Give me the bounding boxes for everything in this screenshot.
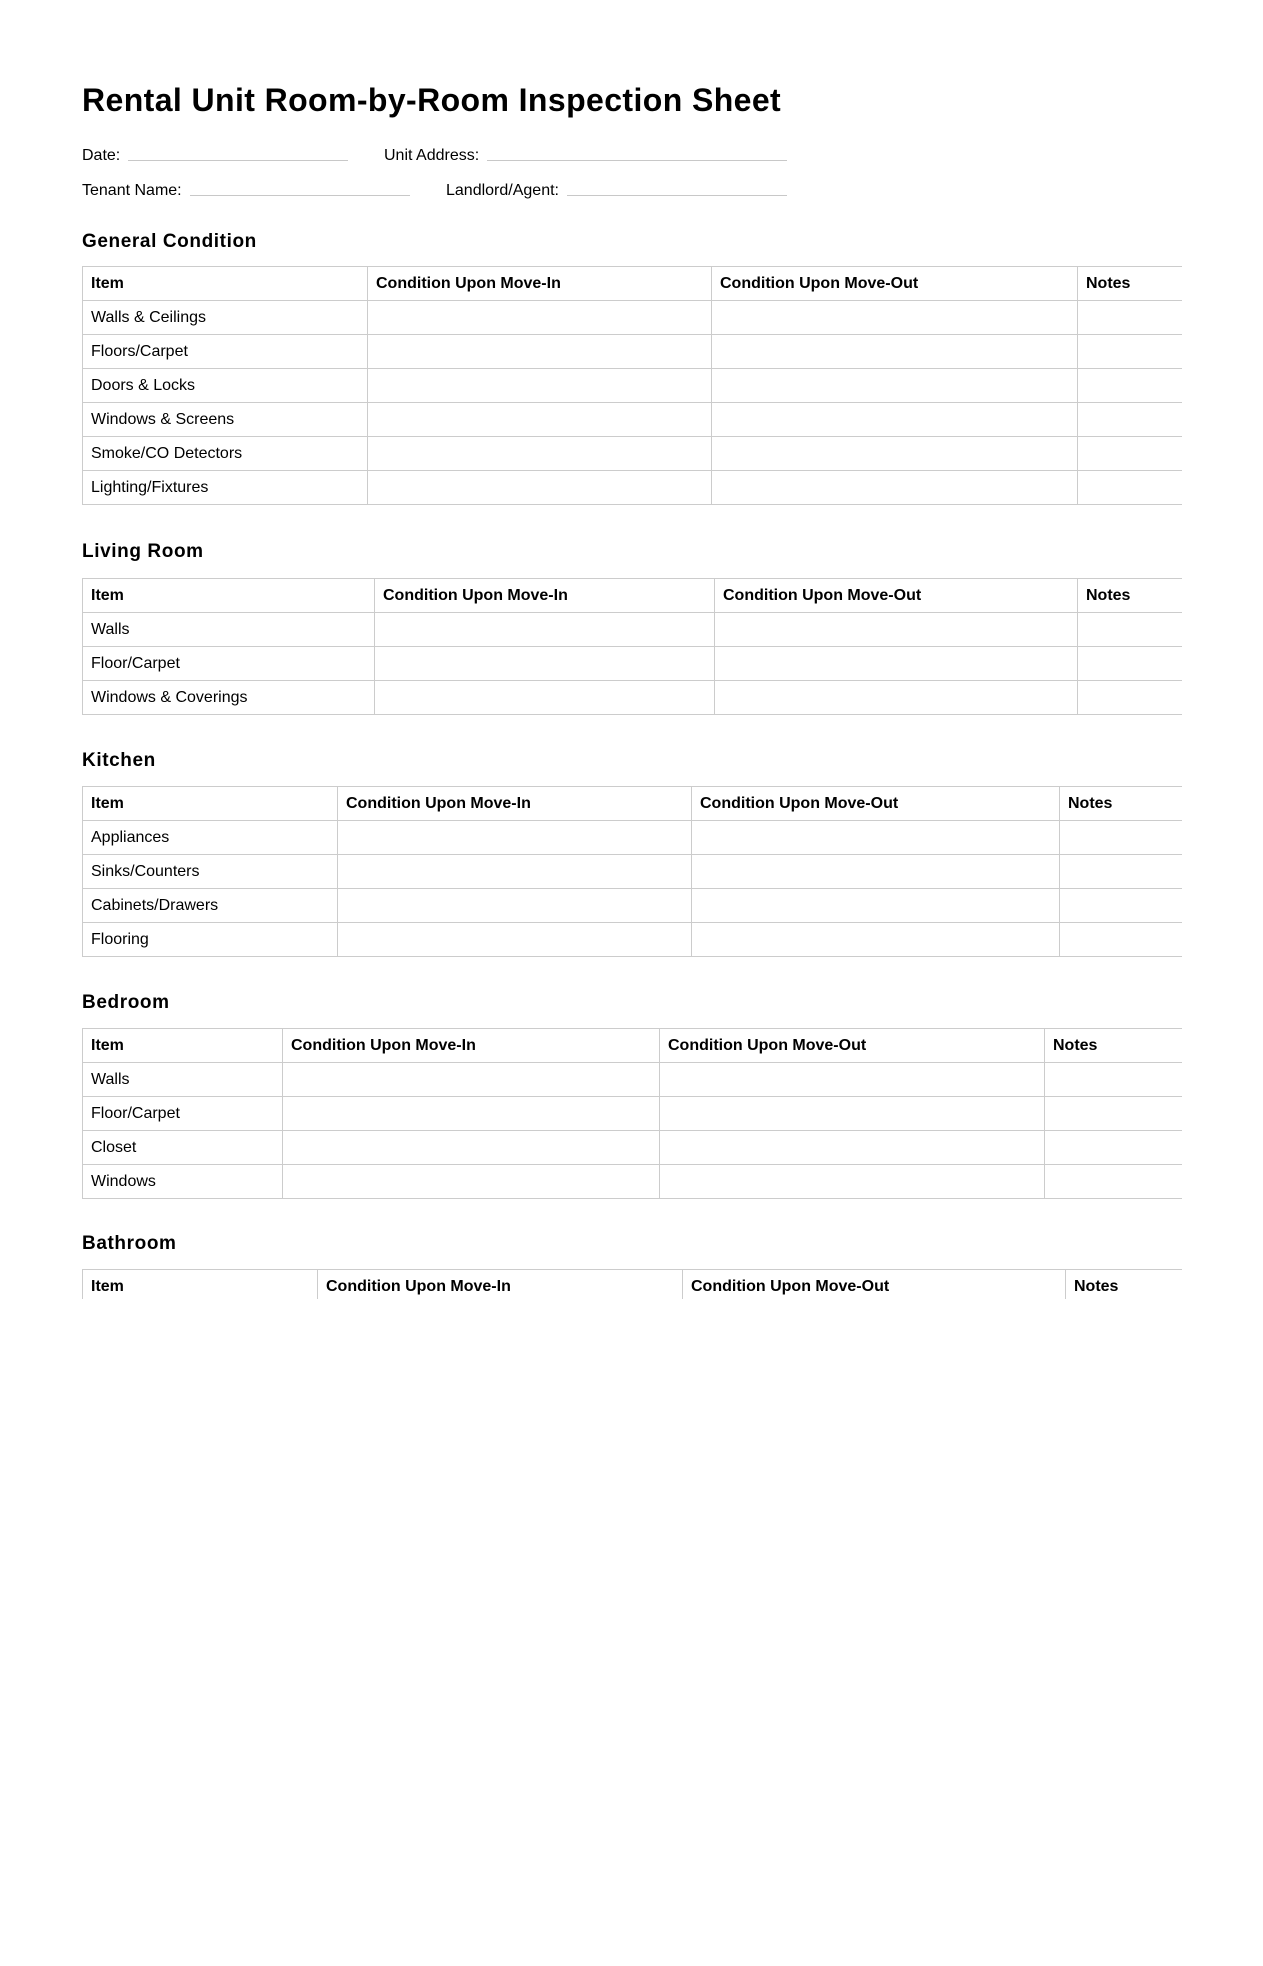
move-out-cell[interactable] [660,1165,1045,1199]
table-row [83,301,1183,335]
notes-cell[interactable] [1078,335,1183,369]
item-cell: Doors & Locks [83,369,368,403]
move-in-cell[interactable] [375,613,715,647]
move-in-cell[interactable] [368,301,712,335]
notes-cell[interactable] [1078,681,1183,715]
move-out-cell[interactable] [692,855,1060,889]
landlord-agent-field [446,180,787,200]
move-in-cell[interactable] [368,471,712,505]
notes-cell[interactable] [1078,301,1183,335]
move-out-cell[interactable] [692,889,1060,923]
unit-address-field [384,145,787,165]
move-out-cell[interactable] [712,301,1078,335]
header-item: Item [83,1270,318,1300]
section-heading-general-condition: General Condition [82,231,257,252]
item-cell: Smoke/CO Detectors [83,437,368,471]
header-notes: Notes [1078,267,1183,301]
unit-address-label: Unit Address: [384,147,480,164]
table-header-row [83,579,1183,613]
header-move-in: Condition Upon Move-In [375,579,715,613]
table-row [83,855,1183,889]
item-cell: Windows & Screens [83,403,368,437]
move-in-cell[interactable] [368,335,712,369]
date-label: Date: [82,147,121,164]
move-out-cell[interactable] [712,437,1078,471]
notes-cell[interactable] [1078,613,1183,647]
table-row [83,471,1183,505]
header-move-out: Condition Upon Move-Out [692,787,1060,821]
table-header-row [83,787,1183,821]
table-row [83,437,1183,471]
table-header-row [83,1029,1183,1063]
item-cell: Walls [83,1063,283,1097]
table-row [83,1063,1183,1097]
move-in-cell[interactable] [283,1165,660,1199]
table-row [83,335,1183,369]
tenant-name-label: Tenant Name: [82,182,182,199]
section-heading-living-room: Living Room [82,541,204,562]
table-row [83,403,1183,437]
header-item: Item [83,787,338,821]
table-row [83,681,1183,715]
tenant-name-field [82,180,410,200]
notes-cell[interactable] [1060,821,1183,855]
landlord-agent-input-line[interactable] [567,194,787,196]
section-heading-kitchen: Kitchen [82,750,156,771]
move-in-cell[interactable] [338,821,692,855]
table-row [83,889,1183,923]
date-input-line[interactable] [128,159,348,161]
header-move-in: Condition Upon Move-In [318,1270,683,1300]
header-item: Item [83,267,368,301]
section-heading-bedroom: Bedroom [82,992,170,1013]
move-in-cell[interactable] [283,1131,660,1165]
move-in-cell[interactable] [368,369,712,403]
move-in-cell[interactable] [375,647,715,681]
move-in-cell[interactable] [338,889,692,923]
header-move-out: Condition Upon Move-Out [660,1029,1045,1063]
move-in-cell[interactable] [368,403,712,437]
kitchen-table [82,786,1182,957]
table-row [83,647,1183,681]
item-cell: Floors/Carpet [83,335,368,369]
move-out-cell[interactable] [712,335,1078,369]
move-in-cell[interactable] [283,1063,660,1097]
table-row [83,369,1183,403]
notes-cell[interactable] [1045,1131,1183,1165]
notes-cell[interactable] [1078,471,1183,505]
header-notes: Notes [1078,579,1183,613]
living-room-table [82,578,1182,715]
item-cell: Walls [83,613,375,647]
bedroom-table [82,1028,1182,1199]
table-header-row [83,267,1183,301]
notes-cell[interactable] [1078,369,1183,403]
general-condition-table [82,266,1182,505]
move-out-cell[interactable] [715,613,1078,647]
notes-cell[interactable] [1060,889,1183,923]
header-notes: Notes [1045,1029,1183,1063]
move-out-cell[interactable] [692,821,1060,855]
move-out-cell[interactable] [660,1063,1045,1097]
header-move-out: Condition Upon Move-Out [715,579,1078,613]
item-cell: Windows [83,1165,283,1199]
move-out-cell[interactable] [660,1131,1045,1165]
section-heading-bathroom: Bathroom [82,1233,177,1254]
table-header-row [83,1270,1183,1300]
header-move-out: Condition Upon Move-Out [712,267,1078,301]
item-cell: Lighting/Fixtures [83,471,368,505]
move-out-cell[interactable] [712,471,1078,505]
item-cell: Floor/Carpet [83,647,375,681]
move-in-cell[interactable] [283,1097,660,1131]
notes-cell[interactable] [1045,1097,1183,1131]
move-out-cell[interactable] [660,1097,1045,1131]
move-in-cell[interactable] [338,855,692,889]
notes-cell[interactable] [1045,1165,1183,1199]
item-cell: Closet [83,1131,283,1165]
table-row [83,1165,1183,1199]
date-field [82,145,348,165]
table-row [83,1131,1183,1165]
move-out-cell[interactable] [715,681,1078,715]
notes-cell[interactable] [1060,855,1183,889]
header-notes: Notes [1060,787,1183,821]
notes-cell[interactable] [1078,403,1183,437]
move-out-cell[interactable] [712,369,1078,403]
move-in-cell[interactable] [375,681,715,715]
move-out-cell[interactable] [715,647,1078,681]
header-move-in: Condition Upon Move-In [338,787,692,821]
header-move-in: Condition Upon Move-In [368,267,712,301]
notes-cell[interactable] [1078,647,1183,681]
item-cell: Floor/Carpet [83,1097,283,1131]
move-out-cell[interactable] [692,923,1060,957]
item-cell: Sinks/Counters [83,855,338,889]
unit-address-input-line[interactable] [487,159,787,161]
table-row [83,923,1183,957]
item-cell: Walls & Ceilings [83,301,368,335]
item-cell: Flooring [83,923,338,957]
header-item: Item [83,579,375,613]
table-row [83,1097,1183,1131]
item-cell: Cabinets/Drawers [83,889,338,923]
page-title: Rental Unit Room-by-Room Inspection Sheet [82,82,782,118]
header-move-in: Condition Upon Move-In [283,1029,660,1063]
tenant-name-input-line[interactable] [190,194,410,196]
landlord-agent-label: Landlord/Agent: [446,182,559,199]
move-in-cell[interactable] [338,923,692,957]
move-in-cell[interactable] [368,437,712,471]
notes-cell[interactable] [1045,1063,1183,1097]
item-cell: Windows & Coverings [83,681,375,715]
table-row [83,821,1183,855]
item-cell: Appliances [83,821,338,855]
notes-cell[interactable] [1078,437,1183,471]
header-item: Item [83,1029,283,1063]
bathroom-table [82,1269,1182,1299]
table-row [83,613,1183,647]
header-move-out: Condition Upon Move-Out [683,1270,1066,1300]
header-notes: Notes [1066,1270,1183,1300]
move-out-cell[interactable] [712,403,1078,437]
notes-cell[interactable] [1060,923,1183,957]
